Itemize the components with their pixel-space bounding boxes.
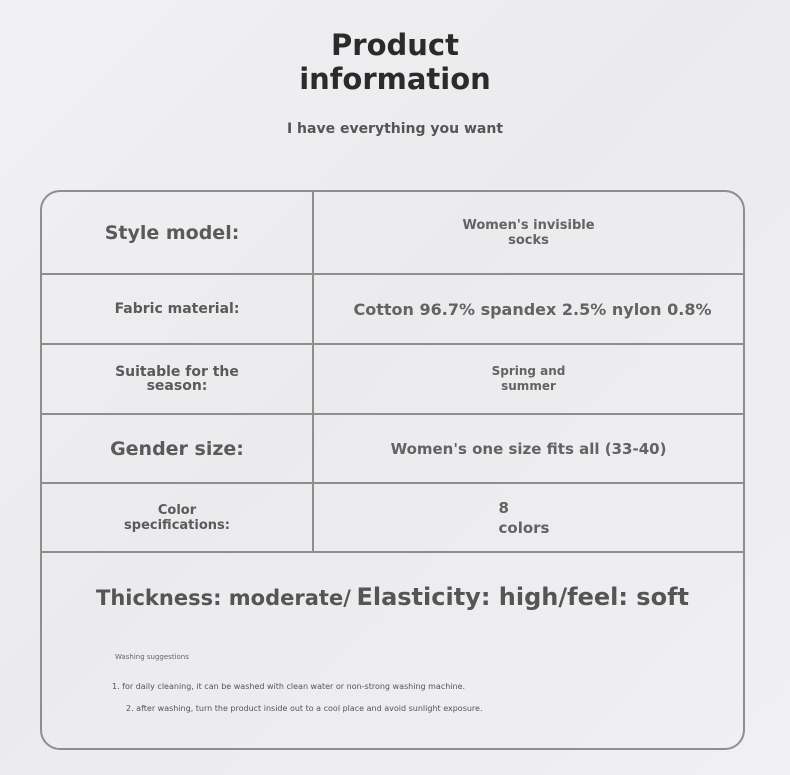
row-label: Style model: <box>42 192 314 273</box>
table-row-color-spec <box>42 484 743 553</box>
row-label: Suitable for the season: <box>115 364 239 394</box>
washing-title: Washing suggestions <box>115 653 189 661</box>
title-line-2: information <box>299 62 491 96</box>
row-label: Color specifications: <box>124 502 230 533</box>
row-value: Spring and summer <box>491 364 566 393</box>
table-row-style-model <box>42 192 743 275</box>
washing-item-1: 1. for daily cleaning, it can be washed with clean water or non-strong washing machine. <box>112 682 466 691</box>
bottom-section <box>42 551 743 748</box>
page-title <box>0 28 790 96</box>
washing-item-2: 2. after washing, turn the product inside out to a cool place and avoid sunlight exposure. <box>126 704 483 713</box>
attributes-line <box>42 583 743 611</box>
table-row-fabric-material <box>42 275 743 345</box>
elasticity-text: Elasticity: high/feel: soft <box>356 583 689 611</box>
title-line-1: Product <box>331 28 459 62</box>
row-value: Women's invisible socks <box>462 217 595 248</box>
table-row-season <box>42 345 743 415</box>
row-value: 8 colors <box>498 498 550 537</box>
row-value: Women's one size fits all (33-40) <box>390 439 667 458</box>
row-value: Cotton 96.7% spandex 2.5% nylon 0.8% <box>353 299 712 319</box>
page-subtitle: I have everything you want <box>286 121 504 137</box>
row-label: Fabric material: <box>42 275 314 343</box>
thickness-text: Thickness: moderate/ <box>96 586 351 610</box>
table-row-gender-size <box>42 415 743 484</box>
row-label: Gender size: <box>42 415 314 482</box>
product-info-card <box>40 190 745 750</box>
